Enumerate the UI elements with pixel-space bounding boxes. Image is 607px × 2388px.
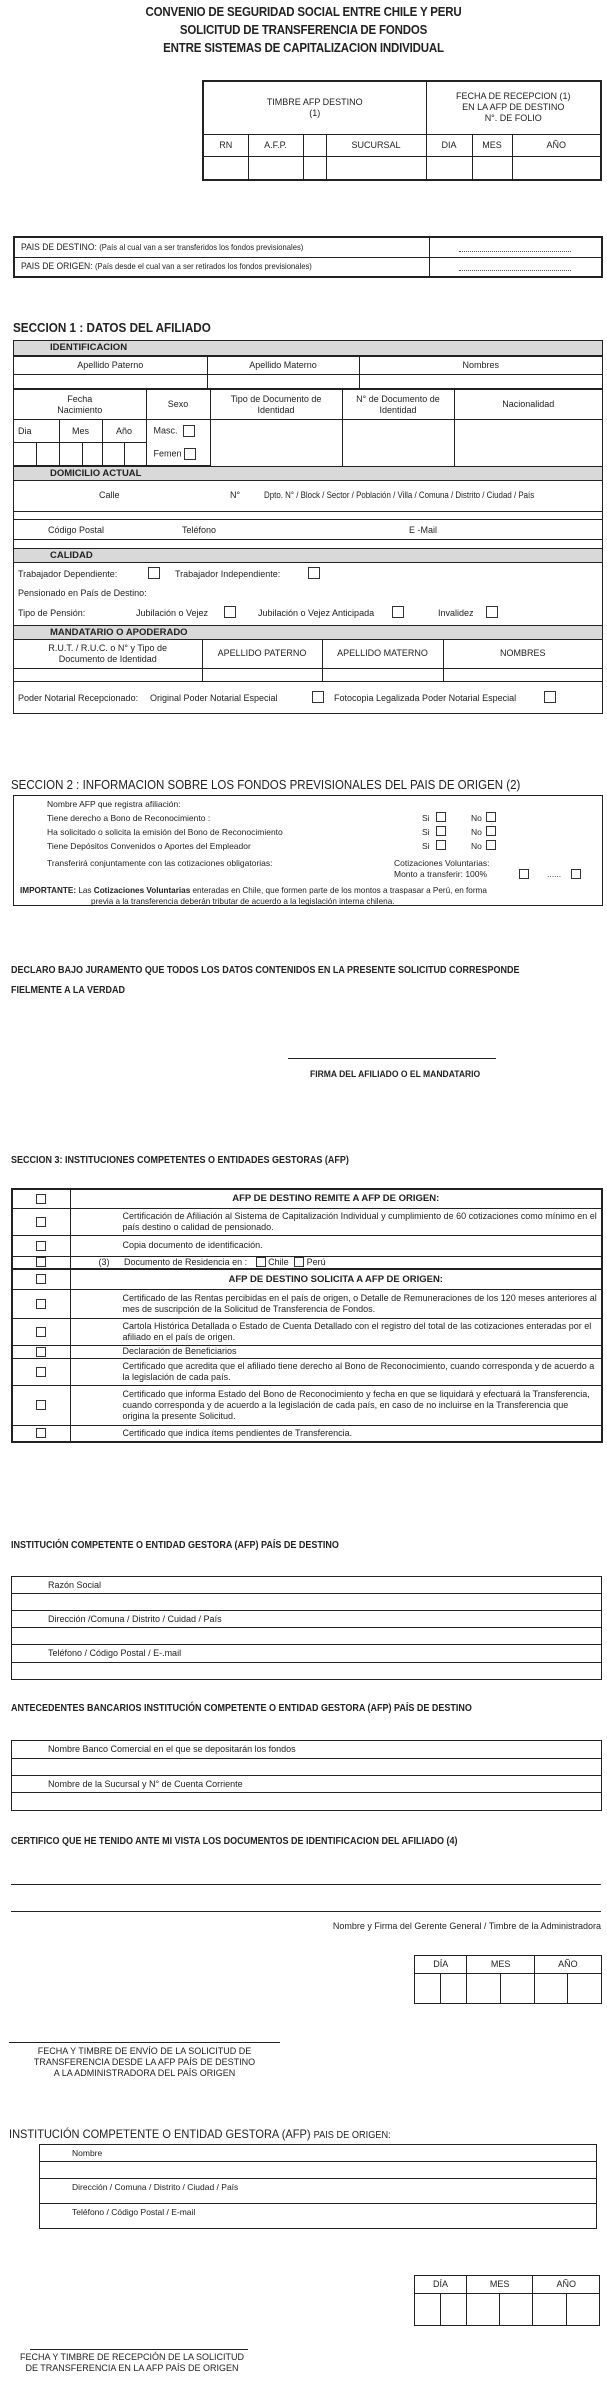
numero-label: N° (230, 490, 241, 500)
mes-input[interactable] (472, 156, 512, 180)
telefono-destino-input[interactable] (12, 1663, 602, 1680)
bank-table (11, 1740, 602, 1811)
mandatario-table (14, 640, 602, 682)
mandatario-apellido-materno-input[interactable] (322, 668, 443, 681)
depositos-si-checkbox[interactable] (436, 840, 446, 850)
cotizaciones-voluntarias-label: Cotizaciones Voluntarias: (394, 858, 490, 868)
banco-input[interactable] (12, 1759, 602, 1776)
envio-dia-input-1[interactable] (415, 1974, 441, 2004)
pais-destino-label: PAIS DE DESTINO: (21, 241, 97, 253)
masc-checkbox[interactable] (183, 425, 195, 437)
origen-nombre-label: Nombre (40, 2145, 597, 2162)
recepcion-stamp-line[interactable] (30, 2349, 248, 2350)
jubilacion-anticipada-checkbox[interactable] (392, 606, 404, 618)
residencia-note: (3) (98, 1256, 110, 1267)
sexo-label: Sexo (146, 390, 210, 420)
sucursal-input[interactable] (326, 156, 426, 180)
bank-title: ANTECEDENTES BANCARIOS INSTITUCIÓN COMPETENTE O ENTIDAD GESTORA (AFP) PAÍS DE DESTINO (11, 1703, 472, 1714)
remite-item-copia: Copia documento de identificación. (70, 1235, 602, 1256)
importante-note (20, 885, 577, 907)
origen-institution-table (39, 2144, 597, 2229)
anio-label: Año (102, 420, 146, 443)
depositos-label: Tiene Depósitos Convenidos o Aportes del Empleador (47, 841, 251, 851)
fecha-recepcion-cell (426, 81, 601, 134)
residencia-chile-label: Chile (268, 1256, 289, 1267)
telefono-destino-label: Teléfono / Código Postal / E-.mail (12, 1645, 602, 1663)
remite-header-label: AFP DE DESTINO REMITE A AFP DE ORIGEN: (232, 1193, 440, 1205)
timbre-note: (1) (309, 107, 321, 118)
monto-other-dots: ...... (547, 869, 562, 879)
razon-social-label: Razón Social (12, 1577, 602, 1594)
jubilacion-vejez-label: Jubilación o Vejez (136, 608, 209, 618)
col-sucursal: SUCURSAL (326, 134, 426, 156)
solicita-check-cell (12, 1358, 70, 1385)
recepcion-stamp-label (6, 2352, 258, 2374)
pais-origen-input[interactable] (429, 257, 602, 277)
telefono-label: Teléfono (182, 525, 217, 535)
bono-derecho-si-checkbox[interactable] (436, 812, 446, 822)
recepcion-mes-input-1[interactable] (466, 2294, 499, 2326)
identificacion-details-table (14, 389, 602, 466)
pais-origen-cell (14, 257, 429, 277)
bono-solicitado-label: Ha solicitado o solicita la emisión del Bono de Reconocimiento (47, 827, 283, 837)
residencia-peru-checkbox[interactable] (294, 1257, 304, 1267)
remite-item-certificacion: Certificación de Afiliación al Sistema de Capitalización Individual y cumplimiento de 60 cotizaciones como mínimo en el país destino o calidad de pensionado. (70, 1208, 602, 1235)
rn-input[interactable] (203, 156, 248, 180)
num-doc-label (342, 390, 454, 420)
bono-derecho-no-checkbox[interactable] (486, 812, 496, 822)
solicita-checkbox-bono-estado[interactable] (36, 1400, 46, 1410)
masc-label: Masc. (153, 425, 178, 436)
solicita-checkbox-rentas[interactable] (36, 1299, 46, 1309)
col-mes: MES (472, 134, 512, 156)
importante-bold: Cotizaciones Voluntarias (93, 885, 191, 895)
mandatario-apellido-materno-label: APELLIDO MATERNO (322, 640, 443, 668)
jubilacion-anticipada-label: Jubilación o Vejez Anticipada (258, 608, 375, 618)
nombres-label: Nombres (359, 357, 602, 375)
envio-line1: FECHA Y TIMBRE DE ENVÍO DE LA SOLICITUD DE (37, 2046, 252, 2056)
sucursal-cuenta-input[interactable] (12, 1793, 602, 1811)
importante-line2: previa a la transferencia deberán tributar de acuerdo a la legislación interna chilena. (91, 896, 395, 906)
poder-notarial-row (14, 682, 602, 713)
section1-box (13, 340, 603, 714)
remite-header-checkbox[interactable] (36, 1194, 46, 1204)
dia-input-2[interactable] (36, 443, 59, 466)
poder-notarial-label: Poder Notarial Recepcionado: (18, 692, 139, 703)
origen-title-suffix: PAIS DE ORIGEN: (313, 2130, 391, 2141)
solicita-checkbox-pendientes[interactable] (36, 1428, 46, 1438)
solicita-check-cell (12, 1425, 70, 1442)
tipo-doc-label (210, 390, 342, 420)
solicita-item-bono-estado: Certificado que informa Estado del Bono de Reconocimiento y fecha en que se liquidará y efectuará la Transferencia, cuando corresponda y de acuerdo a la legislación de cada país, en caso de no incluirse en la Transferencia que origina la presente Solicitud. (70, 1385, 602, 1425)
mes-input-2[interactable] (82, 443, 102, 466)
bono-derecho-si-label: Si (422, 813, 430, 823)
importante-label: IMPORTANTE: (20, 885, 77, 895)
rut-input[interactable] (14, 668, 202, 681)
sucursal-cuenta-label: Nombre de la Sucursal y N° de Cuenta Corriente (12, 1776, 602, 1793)
anio-input-1[interactable] (102, 443, 124, 466)
fotocopia-poder-checkbox[interactable] (544, 691, 556, 703)
trabajador-dependiente-label: Trabajador Dependiente: (18, 569, 118, 579)
remite-item-checkbox-certificacion[interactable] (36, 1217, 46, 1227)
bono-derecho-label: Tiene derecho a Bono de Reconocimiento : (47, 813, 211, 823)
domicilio-labels-row (14, 481, 602, 511)
col-rn: RN (203, 134, 248, 156)
jubilacion-vejez-checkbox[interactable] (224, 606, 236, 618)
origen-institution-title (9, 2127, 391, 2141)
declaration-line2: FIELMENTE A LA VERDAD (11, 985, 126, 996)
recepcion-date-table (414, 2275, 600, 2326)
nacimiento-label: Nacimiento (57, 404, 103, 415)
remite-header-check-cell (12, 1189, 70, 1208)
envio-date-table (414, 1955, 602, 2004)
banco-label: Nombre Banco Comercial en el que se depositarán los fondos (12, 1741, 602, 1759)
rut-line1: R.U.T. / R.U.C. o N° y Tipo de (48, 642, 168, 653)
depositos-no-checkbox[interactable] (486, 840, 496, 850)
afp-input[interactable] (248, 156, 303, 180)
codigo-postal-label: Código Postal (48, 525, 105, 535)
nombre-afp-label: Nombre AFP que registra afiliación: (47, 799, 181, 809)
direccion-destino-label: Dirección /Comuna / Distrito / Cuidad / País (12, 1611, 602, 1628)
direccion-destino-input[interactable] (12, 1628, 602, 1645)
rut-label (14, 640, 202, 668)
tipo-doc-input[interactable] (210, 420, 342, 466)
invalidez-checkbox[interactable] (486, 606, 498, 618)
dia-label: Dia (14, 420, 59, 443)
trabajador-dependiente-checkbox[interactable] (148, 567, 160, 579)
recepcion-dia-label: DÍA (415, 2276, 467, 2294)
destino-institution-title: INSTITUCIÓN COMPETENTE O ENTIDAD GESTORA (AFP) PAÍS DE DESTINO (11, 1540, 339, 1551)
afiliado-signature-line[interactable] (288, 1058, 496, 1059)
section2-box (13, 795, 603, 906)
residencia-peru-label: Perú (306, 1256, 326, 1267)
calidad-header: CALIDAD (14, 548, 602, 563)
recepcion-mes-label: MES (466, 2276, 533, 2294)
num-doc-line1: N° de Documento de (356, 393, 440, 404)
pais-origen-desc: (País desde el cual van a ser retirados los fondos previsionales) (94, 261, 312, 272)
fotocopia-poder-label: Fotocopia Legalizada Poder Notarial Especial (334, 692, 517, 703)
tipo-pension-label: Tipo de Pensión: (18, 608, 86, 618)
origen-telefono-label: Teléfono / Código Postal / E-mail (40, 2204, 597, 2229)
remite-item-check-cell (12, 1235, 70, 1256)
solicita-item-bono-derecho: Certificado que acredita que el afiliado tiene derecho al Bono de Reconocimiento, cuando corresponda y de acuerdo a la legislación de cada país. (70, 1358, 602, 1385)
envio-line2: TRANSFERENCIA DESDE LA AFP PAÍS DE DESTINO (33, 2057, 256, 2067)
rut-line2: Documento de Identidad (58, 653, 157, 664)
envio-anio-input-1[interactable] (534, 1974, 568, 2004)
envio-stamp-label (9, 2046, 280, 2079)
certify-line-1[interactable] (11, 1884, 601, 1885)
residencia-label: Documento de Residencia en : (124, 1256, 248, 1267)
dia-input-1[interactable] (14, 443, 36, 466)
tipo-doc-line2: Identidad (257, 404, 295, 415)
bono-solicitado-si-checkbox[interactable] (436, 826, 446, 836)
pensionado-label: Pensionado en País de Destino: (18, 588, 147, 598)
origen-direccion-label: Dirección / Comuna / Distrito / Ciudad / País (40, 2179, 597, 2204)
gerente-signature-label: Nombre y Firma del Gerente General / Timbre de la Administradora (332, 1921, 601, 1931)
importante-pre: Las (78, 885, 92, 895)
solicita-item-cartola: Cartola Histórica Detallada o Estado de Cuenta Detallado con el registro del total de las cotizaciones enteradas por el afiliado en el país de origen. (70, 1318, 602, 1345)
bono-solicitado-no-checkbox[interactable] (486, 826, 496, 836)
apellido-materno-label: Apellido Materno (207, 357, 359, 375)
mes-input-1[interactable] (59, 443, 82, 466)
section1-title: SECCION 1 : DATOS DEL AFILIADO (13, 320, 211, 335)
form-title-line2: SOLICITUD DE TRANSFERENCIA DE FONDOS (179, 23, 428, 37)
anio-input-2[interactable] (124, 443, 146, 466)
col-dia: DIA (426, 134, 472, 156)
tipo-doc-line1: Tipo de Documento de (230, 393, 322, 404)
trabajador-independiente-checkbox[interactable] (308, 567, 320, 579)
email-label: E -Mail (409, 525, 438, 535)
trabajador-independiente-label: Trabajador Independiente: (175, 569, 281, 579)
recepcion-line2: DE TRANSFERENCIA EN LA AFP PAÍS DE ORIGEN (25, 2363, 239, 2373)
recepcion-dia-input-1[interactable] (415, 2294, 441, 2326)
recepcion-anio-input-2[interactable] (566, 2294, 599, 2326)
bono-derecho-no-label: No (471, 813, 482, 823)
recepcion-line1: FECHA Y TIMBRE DE RECEPCIÓN DE LA SOLICITUD (19, 2352, 245, 2362)
envio-anio-input-2[interactable] (568, 1974, 602, 2004)
section3-title: SECCION 3: INSTITUCIONES COMPETENTES O ENTIDADES GESTORAS (AFP) (11, 1155, 349, 1166)
form-title-line1: CONVENIO DE SEGURIDAD SOCIAL ENTRE CHILE Y PERU (145, 5, 462, 19)
nombres-input[interactable] (359, 375, 602, 389)
invalidez-label: Invalidez (438, 608, 474, 618)
stamp-table (202, 80, 602, 181)
recepcion-mes-input-2[interactable] (500, 2294, 533, 2326)
envio-mes-input-1[interactable] (467, 1974, 501, 2004)
bono-solicitado-si-label: Si (422, 827, 430, 837)
timbre-cell (203, 81, 426, 134)
origen-nombre-input[interactable] (40, 2162, 597, 2179)
importante-post: enteradas en Chile, que formen parte de los montos a traspasar a Perú, en forma (192, 885, 487, 895)
fecha-label: Fecha (67, 393, 93, 404)
solicita-checkbox-cartola[interactable] (36, 1327, 46, 1337)
envio-mes-label: MES (467, 1956, 534, 1974)
envio-dia-label: DÍA (415, 1956, 467, 1974)
femen-checkbox[interactable] (184, 448, 196, 460)
apellido-paterno-input[interactable] (14, 375, 207, 389)
num-doc-line2: Identidad (379, 404, 417, 415)
certify-title: CERTIFICO QUE HE TENIDO ANTE MI VISTA LOS DOCUMENTOS DE IDENTIFICACION DEL AFILIADO (4) (11, 1836, 458, 1847)
contacto-input[interactable] (14, 540, 602, 548)
mandatario-header: MANDATARIO O APODERADO (14, 625, 602, 640)
certify-line-2[interactable] (11, 1911, 601, 1912)
envio-mes-input-2[interactable] (501, 1974, 535, 2004)
dia-input[interactable] (426, 156, 472, 180)
col-blank (303, 134, 326, 156)
apellido-materno-input[interactable] (207, 375, 359, 389)
tipo-pension-row (14, 603, 602, 625)
countries-table (13, 236, 603, 278)
solicita-check-cell (12, 1289, 70, 1318)
domicilio-header: DOMICILIO ACTUAL (14, 466, 602, 481)
envio-line3: A LA ADMINISTRADORA DEL PAÍS ORIGEN (53, 2068, 236, 2078)
mes-label: Mes (59, 420, 102, 443)
transferira-label: Transferirá conjuntamente con las cotizaciones obligatorias: (47, 858, 273, 868)
original-poder-checkbox[interactable] (312, 691, 324, 703)
solicita-header-label: AFP DE DESTINO SOLICITA A AFP DE ORIGEN: (228, 1273, 443, 1285)
pais-origen-label: PAIS DE ORIGEN: (21, 261, 93, 273)
solicita-header (70, 1269, 602, 1289)
pais-destino-desc: (País al cual van a ser transferidos los fondos previsionales) (99, 241, 304, 252)
identificacion-header: IDENTIFICACION (14, 341, 602, 356)
solicita-check-cell (12, 1385, 70, 1425)
recepcion-anio-input-1[interactable] (533, 2294, 566, 2326)
timbre-label: TIMBRE AFP DESTINO (266, 96, 363, 107)
identificacion-names-table (14, 356, 602, 389)
original-poder-label: Original Poder Notarial Especial (150, 692, 278, 703)
monto-100-checkbox[interactable] (519, 869, 529, 879)
solicita-check-cell (12, 1318, 70, 1345)
fecha-line1: FECHA DE RECEPCION (1) (455, 91, 571, 102)
envio-dia-input-2[interactable] (441, 1974, 467, 2004)
fecha-line2: EN LA AFP DE DESTINO (462, 102, 565, 113)
femen-label: Femen (153, 448, 182, 459)
contacto-labels-row (14, 520, 602, 540)
recepcion-dia-input-2[interactable] (440, 2294, 466, 2326)
afiliado-signature-label: FIRMA DEL AFILIADO O EL MANDATARIO (310, 1069, 481, 1080)
solicita-checkbox-bono-derecho[interactable] (36, 1367, 46, 1377)
solicita-check-cell (12, 1345, 70, 1358)
envio-anio-label: AÑO (534, 1956, 601, 1974)
destino-institution-table (11, 1576, 602, 1680)
pais-destino-input[interactable] (429, 237, 602, 257)
dpto-label: Dpto. N° / Block / Sector / Población / Villa / Comuna / Distrito / Ciudad / País (264, 490, 535, 500)
residencia-row (70, 1256, 602, 1269)
section3-table (11, 1188, 603, 1443)
declaration-line1: DECLARO BAJO JURAMENTO QUE TODOS LOS DATOS CONTENIDOS EN LA PRESENTE SOLICITUD CORRESPONDE (11, 965, 520, 976)
num-doc-input[interactable] (342, 420, 454, 466)
mandatario-apellido-paterno-label: APELLIDO PATERNO (202, 640, 322, 668)
masc-cell (146, 420, 210, 443)
solicita-checkbox-beneficiarios[interactable] (36, 1347, 46, 1357)
depositos-no-label: No (471, 841, 482, 851)
mandatario-nombres-label: NOMBRES (443, 640, 602, 668)
anio-input[interactable] (512, 156, 601, 180)
col-anio: AÑO (512, 134, 601, 156)
solicita-item-rentas: Certificado de las Rentas percibidas en el país de origen, o Detalle de Remuneraciones de los 120 meses anteriores al mes de suscripción de la Solicitud de Transferencia de Fondos. (70, 1289, 602, 1318)
mandatario-nombres-input[interactable] (443, 668, 602, 681)
recepcion-anio-label: AÑO (533, 2276, 600, 2294)
envio-stamp-line[interactable] (9, 2042, 280, 2043)
monto-label: Monto a transferir: 100% (394, 869, 488, 879)
bono-solicitado-no-label: No (471, 827, 482, 837)
mandatario-apellido-paterno-input[interactable] (202, 668, 322, 681)
blank-input[interactable] (303, 156, 326, 180)
col-afp: A.F.P. (248, 134, 303, 156)
solicita-header-checkbox[interactable] (36, 1274, 46, 1284)
pensionado-row (14, 585, 602, 603)
pais-destino-cell (14, 237, 429, 257)
remite-header (70, 1189, 602, 1208)
nacionalidad-label: Nacionalidad (454, 390, 602, 420)
femen-cell (146, 443, 210, 466)
domicilio-input[interactable] (14, 511, 602, 520)
residencia-checkbox[interactable] (36, 1257, 46, 1267)
remite-item-check-cell (12, 1208, 70, 1235)
calle-label: Calle (99, 490, 120, 500)
depositos-si-label: Si (422, 841, 430, 851)
origen-title-main: INSTITUCIÓN COMPETENTE O ENTIDAD GESTORA (AFP) (9, 2127, 311, 2141)
residencia-chile-checkbox[interactable] (256, 1257, 266, 1267)
remite-item-checkbox-copia[interactable] (36, 1241, 46, 1251)
form-title-line3: ENTRE SISTEMAS DE CAPITALIZACION INDIVIDUAL (163, 41, 444, 55)
solicita-item-pendientes: Certificado que indica ítems pendientes de Transferencia. (70, 1425, 602, 1442)
section2-title: SECCION 2 : INFORMACION SOBRE LOS FONDOS PREVISIONALES DEL PAIS DE ORIGEN (2) (11, 778, 521, 792)
trabajador-row (14, 563, 602, 585)
monto-other-checkbox[interactable] (571, 869, 581, 879)
fecha-line3: N°. DE FOLIO (484, 113, 542, 124)
nacionalidad-input[interactable] (454, 420, 602, 466)
fecha-nacimiento-label (14, 390, 146, 420)
razon-social-input[interactable] (12, 1594, 602, 1611)
apellido-paterno-label: Apellido Paterno (14, 357, 207, 375)
solicita-item-beneficiarios: Declaración de Beneficiarios (70, 1345, 602, 1358)
solicita-header-check-cell (12, 1269, 70, 1289)
residencia-check-cell (12, 1256, 70, 1269)
